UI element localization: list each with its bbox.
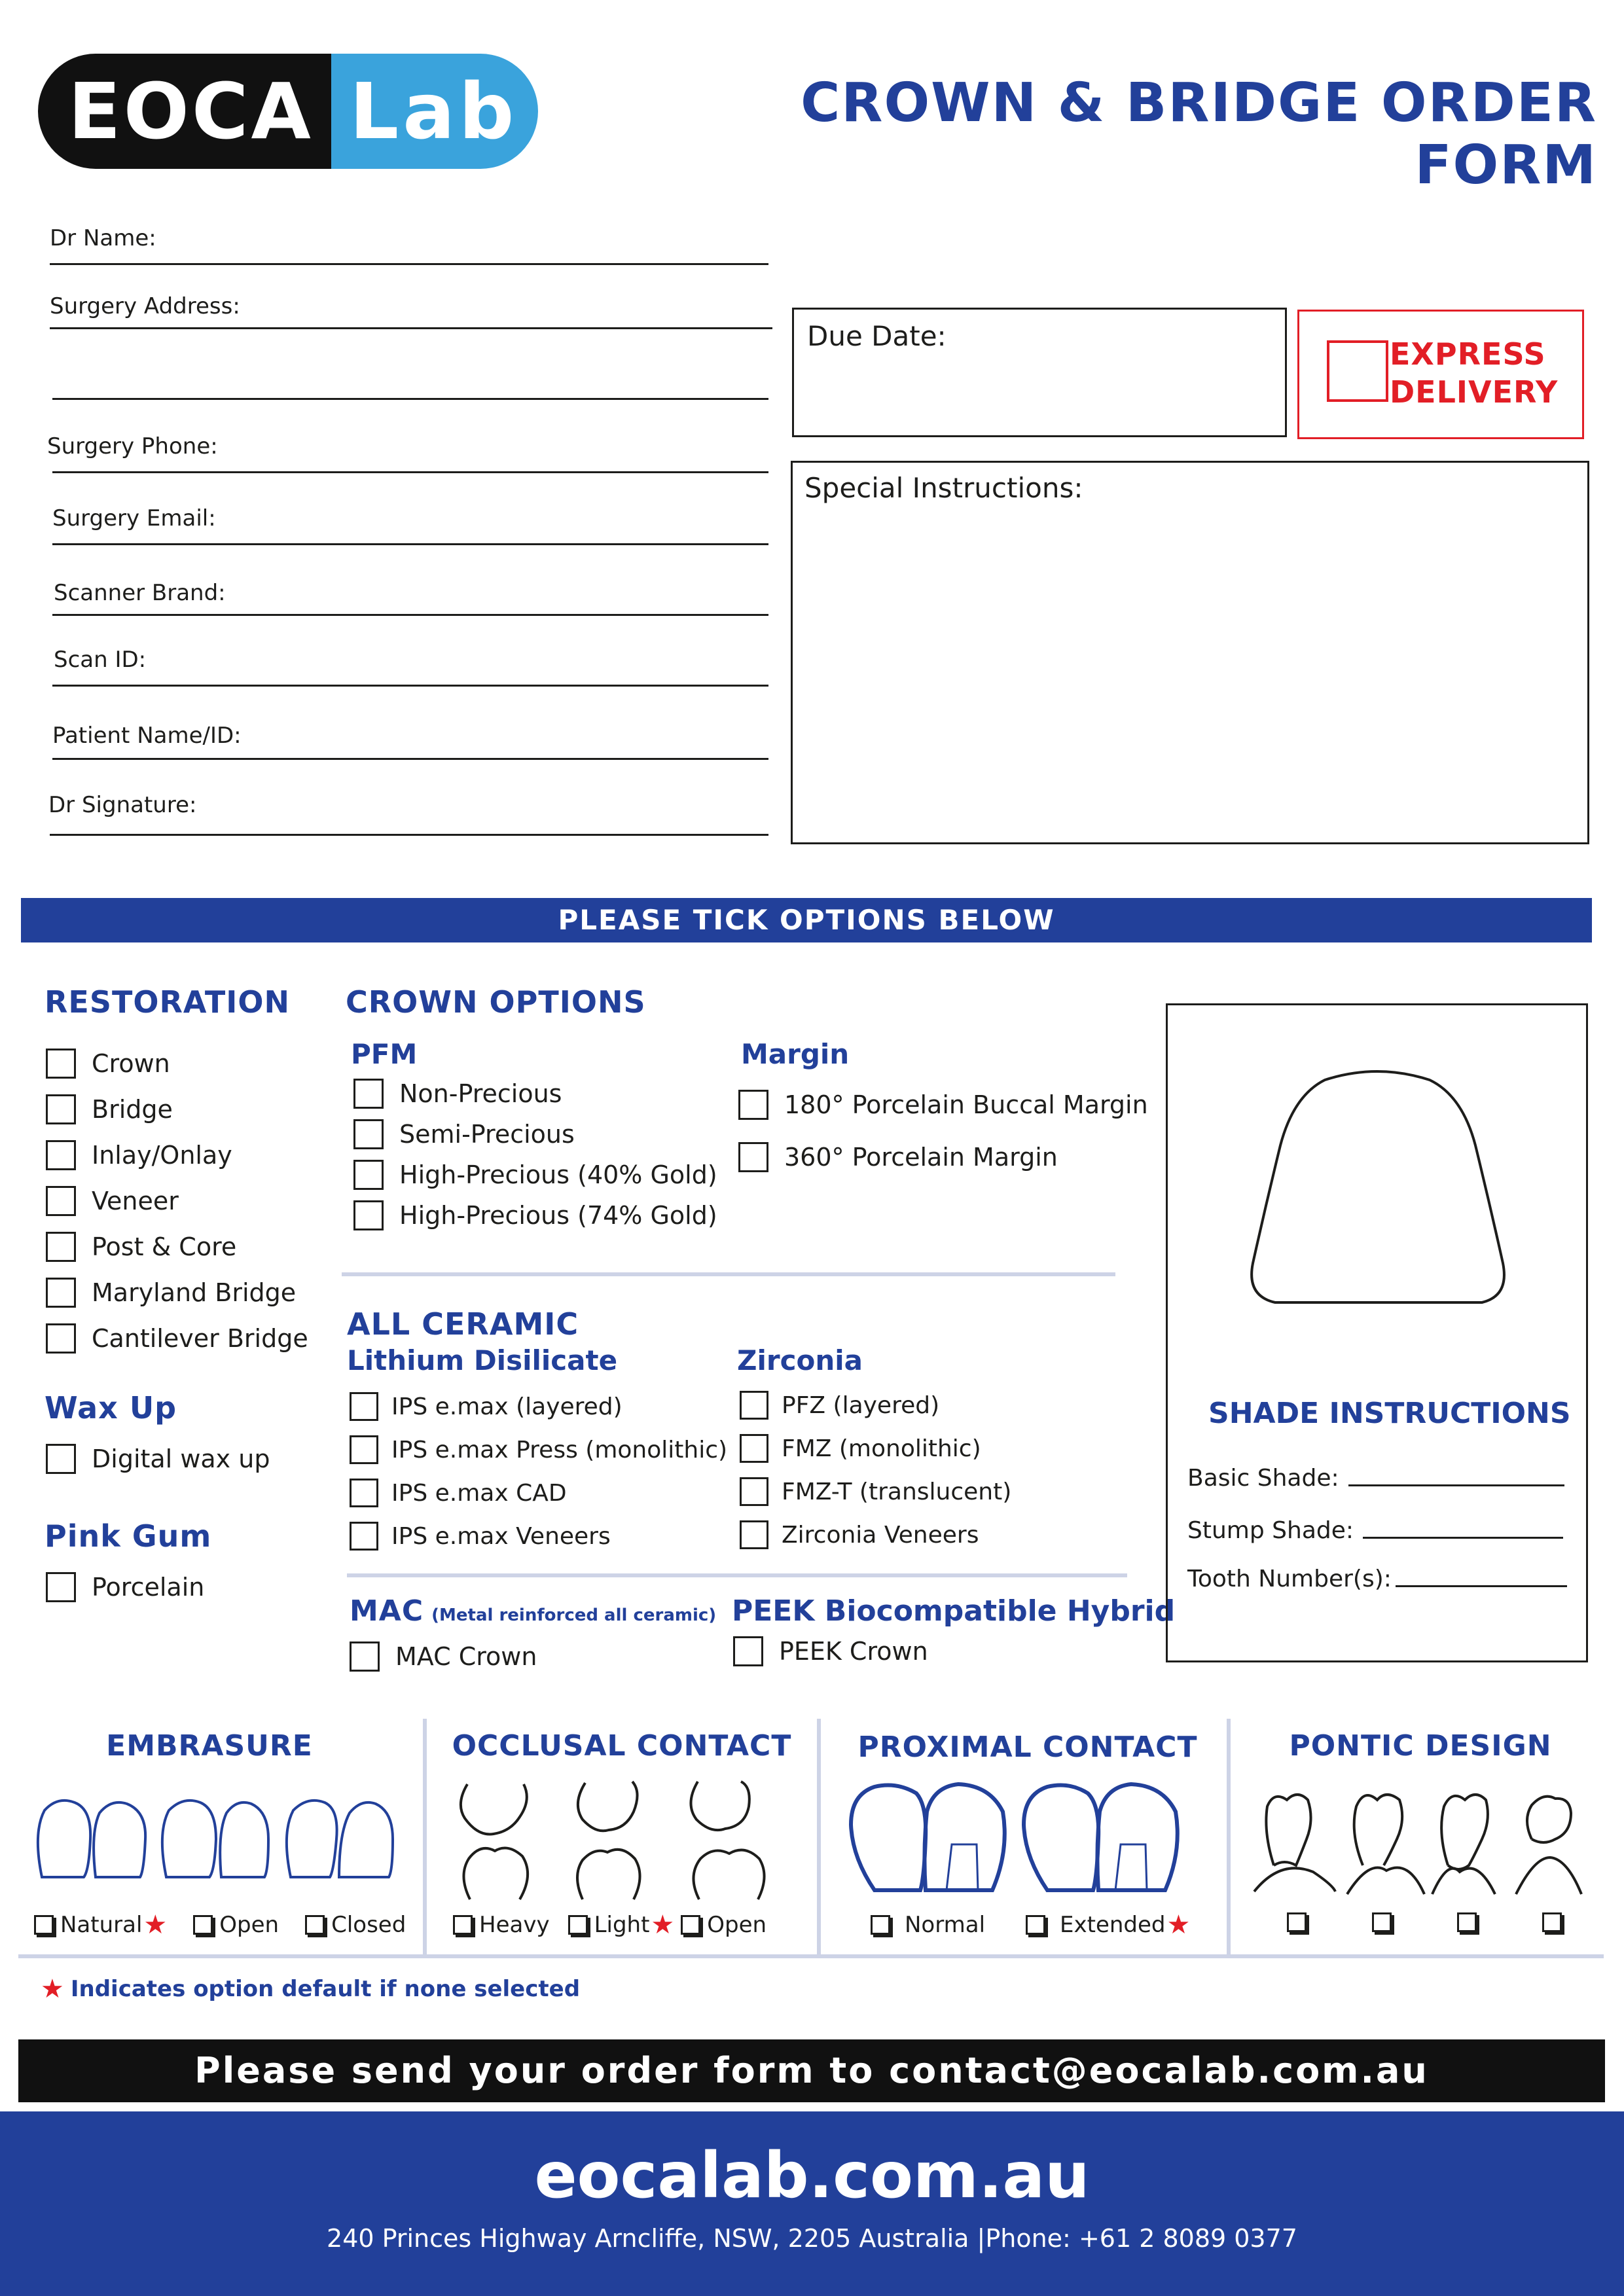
checkbox[interactable] bbox=[34, 1915, 54, 1935]
checkbox[interactable] bbox=[733, 1636, 763, 1666]
default-note bbox=[39, 1974, 580, 2004]
express-delivery-box bbox=[1297, 310, 1584, 439]
checkbox[interactable] bbox=[350, 1641, 380, 1672]
checkbox[interactable] bbox=[738, 1090, 768, 1120]
footer bbox=[0, 2111, 1624, 2296]
zirconia-options bbox=[740, 1384, 1011, 1556]
lithium-option-emax-veneers[interactable] bbox=[350, 1515, 727, 1558]
pontic-design-icons bbox=[1248, 1787, 1588, 1898]
restoration-option-maryland-bridge[interactable] bbox=[46, 1270, 308, 1316]
pfm-option-non-precious[interactable] bbox=[353, 1073, 717, 1114]
embrasure-option-closed[interactable] bbox=[305, 1910, 406, 1940]
zirconia-option-fmz-t[interactable] bbox=[740, 1470, 1011, 1513]
surgery-phone-field[interactable] bbox=[52, 471, 768, 473]
pontic-option-4-checkbox[interactable] bbox=[1542, 1912, 1562, 1932]
checkbox[interactable] bbox=[740, 1391, 768, 1420]
option-label: Semi-Precious bbox=[399, 1120, 575, 1149]
checkbox[interactable] bbox=[740, 1520, 768, 1549]
option-label: 360° Porcelain Margin bbox=[784, 1143, 1058, 1172]
express-line1: EXPRESS bbox=[1390, 336, 1546, 372]
margin-options bbox=[738, 1079, 1148, 1183]
crown-options-title: CROWN OPTIONS bbox=[346, 984, 646, 1020]
checkbox[interactable] bbox=[350, 1392, 378, 1421]
option-label: IPS e.max (layered) bbox=[391, 1393, 623, 1420]
proximal-contact-teeth-icon bbox=[848, 1779, 1189, 1897]
lithium-option-emax-cad[interactable] bbox=[350, 1471, 727, 1515]
checkbox[interactable] bbox=[453, 1915, 473, 1935]
basic-shade-row[interactable] bbox=[1187, 1465, 1564, 1492]
default-star-icon: ★ bbox=[41, 1974, 64, 2004]
bottom-horizontal-divider bbox=[18, 1954, 1604, 1958]
restoration-option-bridge[interactable] bbox=[46, 1086, 308, 1132]
dr-name-label: Dr Name: bbox=[50, 225, 156, 251]
option-label: High-Precious (74% Gold) bbox=[399, 1201, 717, 1230]
all-ceramic-divider bbox=[347, 1573, 1127, 1577]
stump-shade-field[interactable] bbox=[1363, 1537, 1563, 1539]
checkbox[interactable] bbox=[353, 1160, 384, 1190]
option-label: FMZ-T (translucent) bbox=[782, 1478, 1012, 1505]
option-label: Closed bbox=[331, 1912, 406, 1938]
restoration-option-veneer[interactable] bbox=[46, 1178, 308, 1224]
option-label: Post & Core bbox=[92, 1232, 237, 1261]
default-star-icon: ★ bbox=[651, 1910, 675, 1940]
margin-title: Margin bbox=[741, 1038, 850, 1070]
embrasure-option-open[interactable] bbox=[193, 1910, 279, 1940]
option-label: Veneer bbox=[92, 1187, 179, 1215]
mac-option-crown[interactable] bbox=[350, 1635, 537, 1678]
mac-subtitle: (Metal reinforced all ceramic) bbox=[431, 1605, 717, 1625]
option-label: Non-Precious bbox=[399, 1079, 562, 1108]
express-delivery-text bbox=[1390, 335, 1558, 411]
special-instructions-box[interactable] bbox=[791, 461, 1589, 844]
checkbox[interactable] bbox=[738, 1142, 768, 1172]
dr-signature-field[interactable] bbox=[50, 834, 768, 836]
logo-eoca-text: EOCA bbox=[38, 54, 331, 169]
checkbox[interactable] bbox=[871, 1915, 890, 1935]
proximal-contact-title: PROXIMAL CONTACT bbox=[857, 1731, 1198, 1764]
checkbox[interactable] bbox=[46, 1572, 76, 1602]
patient-name-label: Patient Name/ID: bbox=[52, 723, 242, 749]
option-label: Heavy bbox=[479, 1912, 550, 1938]
lithium-disilicate-title: Lithium Disilicate bbox=[347, 1344, 618, 1376]
tick-options-banner: PLEASE TICK OPTIONS BELOW bbox=[21, 898, 1592, 942]
surgery-email-field[interactable] bbox=[52, 543, 768, 545]
wax-up-title: Wax Up bbox=[45, 1390, 177, 1426]
occlusal-contact-teeth-icon bbox=[454, 1778, 795, 1902]
embrasure-title: EMBRASURE bbox=[106, 1729, 313, 1763]
occlusal-option-heavy[interactable] bbox=[453, 1910, 550, 1940]
surgery-address-label: Surgery Address: bbox=[50, 293, 240, 319]
bottom-divider-1 bbox=[423, 1719, 427, 1954]
option-label: Crown bbox=[92, 1049, 170, 1078]
checkbox[interactable] bbox=[681, 1915, 700, 1935]
restoration-option-cantilever-bridge[interactable] bbox=[46, 1316, 308, 1361]
option-label: High-Precious (40% Gold) bbox=[399, 1160, 717, 1189]
embrasure-options bbox=[34, 1910, 406, 1940]
send-order-bar: Please send your order form to contact@eocalab.com.au bbox=[18, 2039, 1605, 2102]
pontic-design-title: PONTIC DESIGN bbox=[1289, 1729, 1552, 1763]
lithium-option-emax-layered[interactable] bbox=[350, 1385, 727, 1428]
scan-id-field[interactable] bbox=[52, 685, 768, 687]
restoration-title: RESTORATION bbox=[45, 984, 291, 1020]
logo-lab-text: Lab bbox=[331, 54, 538, 169]
option-label: Light bbox=[594, 1912, 650, 1938]
option-label: PFZ (layered) bbox=[782, 1391, 940, 1419]
due-date-box[interactable] bbox=[792, 308, 1287, 437]
checkbox[interactable] bbox=[46, 1323, 76, 1354]
checkbox[interactable] bbox=[305, 1915, 325, 1935]
zirconia-option-fmz[interactable] bbox=[740, 1427, 1011, 1470]
special-instructions-label: Special Instructions: bbox=[804, 472, 1083, 504]
stump-shade-row[interactable] bbox=[1187, 1517, 1563, 1544]
surgery-address-field-2[interactable] bbox=[52, 398, 768, 400]
patient-name-field[interactable] bbox=[52, 758, 768, 760]
checkbox[interactable] bbox=[46, 1186, 76, 1216]
checkbox[interactable] bbox=[46, 1140, 76, 1170]
scan-id-label: Scan ID: bbox=[54, 647, 147, 673]
peek-option-crown[interactable] bbox=[733, 1630, 928, 1673]
pontic-option-3-checkbox[interactable] bbox=[1457, 1912, 1477, 1932]
wax-up-option-digital[interactable] bbox=[46, 1436, 270, 1482]
checkbox[interactable] bbox=[350, 1479, 378, 1507]
option-label: 180° Porcelain Buccal Margin bbox=[784, 1090, 1148, 1119]
restoration-option-inlay-onlay[interactable] bbox=[46, 1132, 308, 1178]
checkbox[interactable] bbox=[353, 1119, 384, 1149]
stump-shade-label: Stump Shade: bbox=[1187, 1517, 1354, 1544]
pink-gum-title: Pink Gum bbox=[45, 1518, 212, 1554]
option-label: PEEK Crown bbox=[779, 1637, 928, 1666]
option-label: Maryland Bridge bbox=[92, 1278, 297, 1307]
zirconia-title: Zirconia bbox=[737, 1344, 863, 1376]
option-label: Cantilever Bridge bbox=[92, 1324, 308, 1353]
checkbox[interactable] bbox=[46, 1049, 76, 1079]
form-title: CROWN & BRIDGE ORDER FORM bbox=[801, 72, 1597, 196]
proximal-options bbox=[871, 1910, 1190, 1940]
footer-website[interactable]: eocalab.com.au bbox=[534, 2139, 1090, 2212]
embrasure-option-natural[interactable] bbox=[34, 1910, 167, 1940]
scanner-brand-field[interactable] bbox=[52, 614, 768, 616]
eoca-lab-logo bbox=[38, 54, 538, 169]
proximal-option-extended[interactable] bbox=[1026, 1910, 1190, 1940]
checkbox[interactable] bbox=[46, 1278, 76, 1308]
basic-shade-field[interactable] bbox=[1348, 1484, 1564, 1486]
shade-instructions-title: SHADE INSTRUCTIONS bbox=[1208, 1397, 1571, 1430]
checkbox[interactable] bbox=[193, 1915, 213, 1935]
pfm-option-high-precious-74[interactable] bbox=[353, 1195, 717, 1236]
due-date-label: Due Date: bbox=[807, 320, 947, 352]
margin-option-180[interactable] bbox=[738, 1079, 1148, 1131]
zirconia-option-pfz[interactable] bbox=[740, 1384, 1011, 1427]
pontic-option-2-checkbox[interactable] bbox=[1372, 1912, 1392, 1932]
option-label: Open bbox=[219, 1912, 280, 1938]
default-note-text: Indicates option default if none selected bbox=[70, 1976, 581, 2002]
tooth-number-field[interactable] bbox=[1396, 1585, 1567, 1587]
checkbox[interactable] bbox=[353, 1200, 384, 1230]
tooth-outline-icon bbox=[1246, 1067, 1508, 1316]
bottom-divider-2 bbox=[817, 1719, 821, 1954]
basic-shade-label: Basic Shade: bbox=[1187, 1465, 1339, 1492]
checkbox[interactable] bbox=[350, 1435, 378, 1464]
surgery-email-label: Surgery Email: bbox=[52, 505, 216, 531]
option-label: Extended bbox=[1060, 1912, 1166, 1938]
occlusal-options bbox=[453, 1910, 767, 1940]
option-label: Open bbox=[707, 1912, 767, 1938]
checkbox[interactable] bbox=[46, 1444, 76, 1474]
checkbox[interactable] bbox=[568, 1915, 588, 1935]
pfm-options bbox=[353, 1073, 717, 1236]
tooth-number-row[interactable] bbox=[1187, 1566, 1567, 1592]
checkbox[interactable] bbox=[350, 1522, 378, 1551]
margin-option-360[interactable] bbox=[738, 1131, 1148, 1183]
option-label: Inlay/Onlay bbox=[92, 1141, 232, 1170]
option-label: IPS e.max Press (monolithic) bbox=[391, 1436, 728, 1463]
dr-signature-label: Dr Signature: bbox=[48, 792, 197, 818]
pink-gum-option-porcelain[interactable] bbox=[46, 1564, 204, 1610]
restoration-option-post-core[interactable] bbox=[46, 1224, 308, 1270]
default-star-icon: ★ bbox=[143, 1910, 168, 1940]
bottom-divider-3 bbox=[1227, 1719, 1231, 1954]
occlusal-option-open[interactable] bbox=[681, 1910, 767, 1940]
occlusal-option-light[interactable] bbox=[568, 1910, 675, 1940]
checkbox[interactable] bbox=[46, 1094, 76, 1124]
pfm-option-high-precious-40[interactable] bbox=[353, 1155, 717, 1195]
option-label: Porcelain bbox=[92, 1573, 205, 1602]
peek-title: PEEK Biocompatible Hybrid bbox=[732, 1594, 1176, 1628]
pontic-option-1-checkbox[interactable] bbox=[1287, 1912, 1307, 1932]
lithium-option-emax-press[interactable] bbox=[350, 1428, 727, 1471]
lithium-options bbox=[350, 1385, 727, 1558]
option-label: IPS e.max Veneers bbox=[391, 1522, 611, 1550]
pfm-option-semi-precious[interactable] bbox=[353, 1114, 717, 1155]
option-label: IPS e.max CAD bbox=[391, 1479, 567, 1507]
restoration-options bbox=[46, 1041, 308, 1361]
option-label: FMZ (monolithic) bbox=[782, 1435, 981, 1462]
crown-options-divider bbox=[342, 1272, 1115, 1276]
option-label: Digital wax up bbox=[92, 1444, 270, 1473]
pfm-title: PFM bbox=[351, 1038, 418, 1070]
option-label: Normal bbox=[905, 1912, 986, 1938]
option-label: Bridge bbox=[92, 1095, 173, 1124]
default-star-icon: ★ bbox=[1166, 1910, 1191, 1940]
express-line2: DELIVERY bbox=[1390, 374, 1559, 410]
zirconia-option-veneers[interactable] bbox=[740, 1513, 1011, 1556]
option-label: MAC Crown bbox=[395, 1642, 537, 1671]
mac-title: MAC bbox=[350, 1594, 424, 1628]
proximal-option-normal[interactable] bbox=[871, 1910, 985, 1940]
occlusal-contact-title: OCCLUSAL CONTACT bbox=[452, 1729, 792, 1763]
embrasure-teeth-icon bbox=[31, 1793, 405, 1885]
checkbox[interactable] bbox=[740, 1477, 768, 1506]
restoration-option-crown[interactable] bbox=[46, 1041, 308, 1086]
tooth-number-label: Tooth Number(s): bbox=[1187, 1566, 1392, 1592]
scanner-brand-label: Scanner Brand: bbox=[54, 580, 226, 606]
checkbox[interactable] bbox=[740, 1434, 768, 1463]
shade-instructions-box bbox=[1166, 1003, 1588, 1662]
mac-heading bbox=[350, 1594, 716, 1628]
checkbox[interactable] bbox=[1026, 1915, 1045, 1935]
option-label: Zirconia Veneers bbox=[782, 1521, 979, 1549]
checkbox[interactable] bbox=[353, 1079, 384, 1109]
surgery-phone-label: Surgery Phone: bbox=[47, 433, 218, 459]
express-delivery-checkbox[interactable] bbox=[1327, 340, 1388, 402]
option-label: Natural bbox=[60, 1912, 143, 1938]
surgery-address-field-1[interactable] bbox=[50, 327, 772, 329]
all-ceramic-title: ALL CERAMIC bbox=[347, 1306, 579, 1342]
footer-address: 240 Princes Highway Arncliffe, NSW, 2205 Australia |Phone: +61 2 8089 0377 bbox=[327, 2224, 1297, 2253]
dr-name-field[interactable] bbox=[50, 263, 768, 265]
checkbox[interactable] bbox=[46, 1232, 76, 1262]
